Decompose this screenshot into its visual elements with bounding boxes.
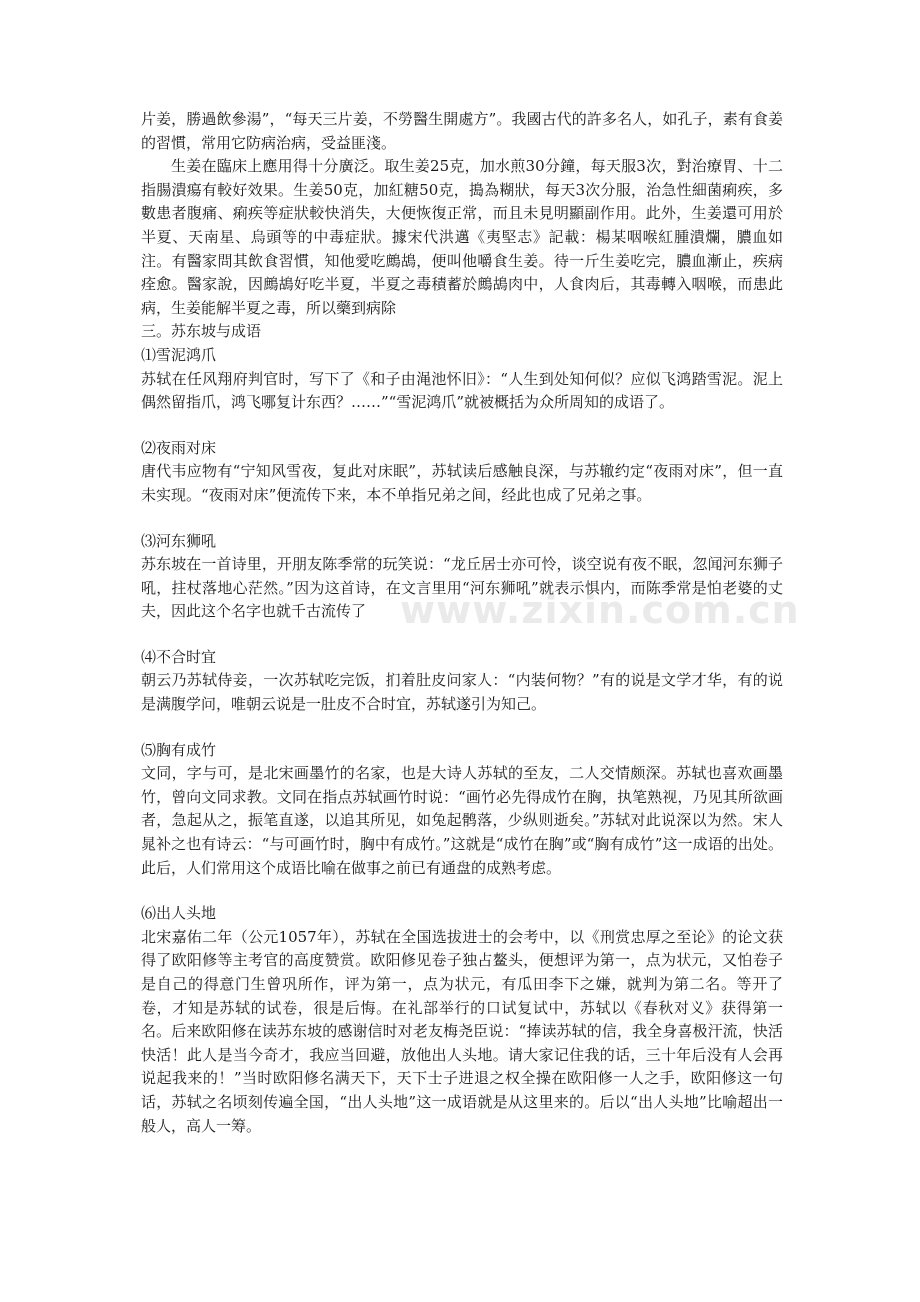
idiom-body: 苏轼在任风翔府判官时，写下了《和子由渑池怀旧》：“人生到处知何似？应似飞鸿踏雪泥。泥上偶然留指爪，鸿飞哪复计东西？……”“雪泥鸿爪”就被概括为众所周知的成语了。	[141, 369, 783, 412]
idiom-title: ⑴雪泥鸿爪	[141, 345, 217, 364]
idiom-section	[141, 739, 783, 881]
idiom-body: 苏东坡在一首诗里，开朋友陈季常的玩笑说：“龙丘居士亦可怜，谈空说有夜不眠，忽闻河东狮子吼，拄杖落地心茫然。”因为这首诗，在文言里用“河东狮吼”就表示惧内，而陈季常是怕老婆的丈夫，因此这个名字也就千古流传了	[141, 555, 783, 621]
document-page	[141, 108, 783, 1138]
idiom-section	[141, 437, 783, 508]
intro-paragraph-1: 片姜，勝過飲參湯”，“每天三片姜，不勞醫生開處方”。我國古代的許多名人，如孔子，素有食姜的習慣，常用它防病治病，受益匪淺。	[141, 110, 783, 152]
section-heading: 三。苏东坡与成语	[141, 322, 262, 341]
idiom-title: ⑹出人头地	[141, 904, 217, 923]
idiom-section	[141, 344, 783, 415]
idiom-title: ⑷不合时宜	[141, 647, 217, 666]
idiom-title: ⑸胸有成竹	[141, 740, 217, 759]
idiom-title: ⑵夜雨对床	[141, 438, 217, 457]
idiom-body: 北宋嘉佑二年（公元1057年），苏轼在全国选拔进士的会考中，以《刑赏忠厚之至论》的论文获得了欧阳修等主考官的高度赞赏。欧阳修见卷子独占鳌头，便想评为第一，点为状元，又怕卷子是自己的得意门生曾巩所作，评为第一，点为状元，有瓜田李下之嫌，就判为第二名。等开了卷，才知是苏轼的试卷，很是后悔。在礼部举行的口试复试中，苏轼以《春秋对义》获得第一名。后来欧阳修在读苏东坡的感谢信时对老友梅尧臣说：“捧读苏轼的信，我全身喜极汗流，快活快活！此人是当今奇才，我应当回避，放他出人头地。请大家记住我的话，三十年后没有人会再说起我来的！”当时欧阳修名满天下，天下士子进退之权全操在欧阳修一人之手，欧阳修这一句话，苏轼之名顷刻传遍全国，“出人头地”这一成语就是从这里来的。后以“出人头地”比喻超出一般人，高人一筹。	[141, 927, 783, 1135]
watermark: www.zixin.com.cn	[400, 588, 800, 632]
idiom-section	[141, 902, 783, 1138]
idiom-body: 文同，字与可，是北宋画墨竹的名家，也是大诗人苏轼的至友，二人交情颇深。苏轼也喜欢画墨竹，曾向文同求教。文同在指点苏轼画竹时说：“画竹必先得成竹在胸，执笔熟视，乃见其所欲画者，急起从之，振笔直遂，以追其所见，如兔起鹘落，少纵则逝矣。”苏轼对此说深以为然。宋人晁补之也有诗云：“与可画竹时，胸中有成竹。”这就是“成竹在胸”或“胸有成竹”这一成语的出处。此后，人们常用这个成语比喻在做事之前已有通盘的成熟考虑。	[141, 764, 783, 877]
idiom-title: ⑶河东狮吼	[141, 531, 217, 550]
idiom-body: 朝云乃苏轼侍妾，一次苏轼吃完饭，扪着肚皮问家人：“内装何物？”有的说是文学才华，有的说是满腹学问，唯朝云说是一肚皮不合时宜，苏轼遂引为知己。	[141, 671, 783, 714]
idiom-section	[141, 646, 783, 717]
idiom-body: 唐代韦应物有“宁知风雪夜，复此对床眠”，苏轼读后感触良深，与苏辙约定“夜雨对床”，但一直未实现。“夜雨对床”便流传下来，本不单指兄弟之间，经此也成了兄弟之事。	[141, 462, 783, 504]
idiom-section	[141, 530, 783, 624]
intro-paragraph-2: 生姜在臨床上應用得十分廣泛。取生姜25克，加水煎30分鐘，每天服3次，對治療胃、十二指腸潰瘍有較好效果。生姜50克，加紅糖50克，搗為糊狀，每天3次分服，治急性細菌痢疾，多數患者腹痛、痢疾等症狀較快消失，大便恢復正常，而且未見明顯副作用。此外，生姜還可用於半夏、天南星、烏頭等的中毒症狀。據宋代洪邁《夷堅志》記載：楊某咽喉紅腫潰爛，膿血如注。有醫家問其飲食習慣，知他愛吃鷓鴣，便叫他嚼食生姜。待一斤生姜吃完，膿血漸止，疾病痊愈。醫家說，因鷓鴣好吃半夏，半夏之毒積蓄於鷓鴣肉中，人食肉后，其毒轉入咽喉，而患此病，生姜能解半夏之毒，所以藥到病除	[141, 157, 783, 317]
